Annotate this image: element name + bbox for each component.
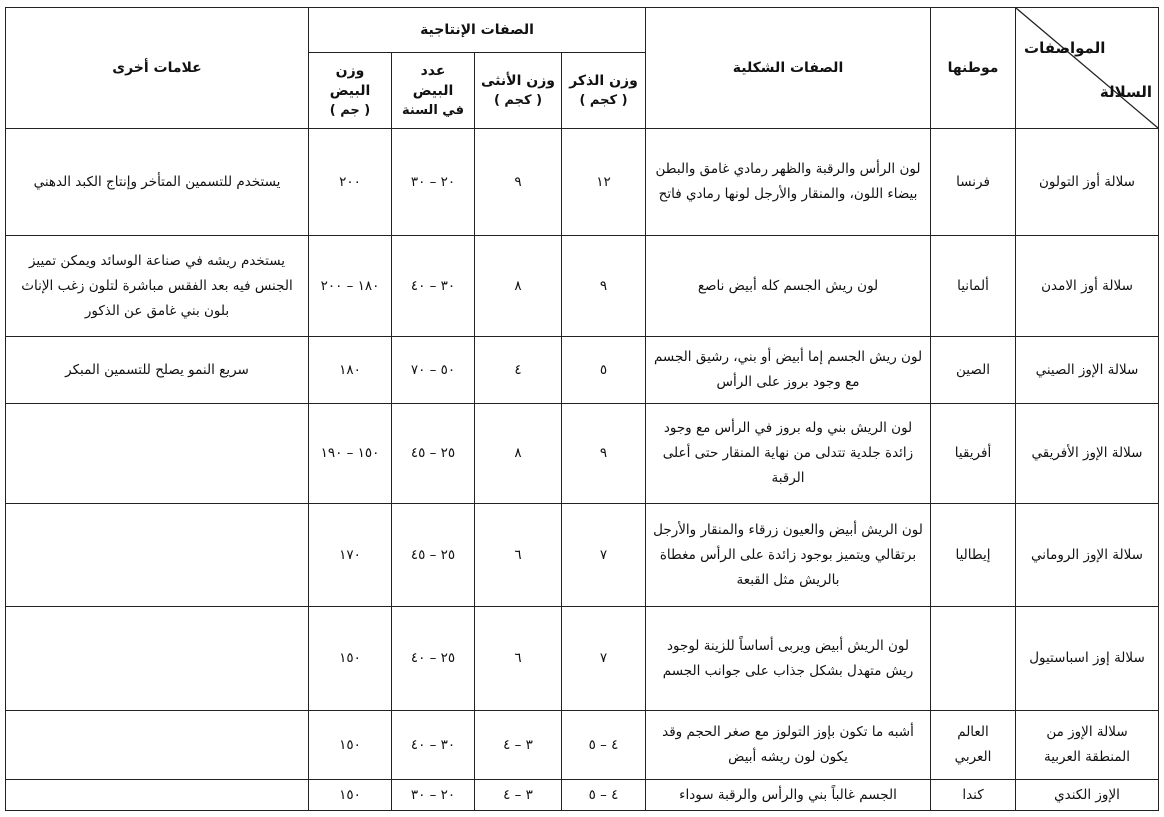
- male-weight-cell: ٧: [562, 607, 646, 711]
- female-weight-cell: ٨: [475, 404, 562, 504]
- breed-cell: سلالة الإوز الأفريقي: [1016, 404, 1159, 504]
- egg-weight-cell: ١٨٠: [309, 337, 392, 404]
- origin-header: موطنها: [931, 8, 1016, 129]
- egg-count-cell: ٢٥ – ٤٥: [392, 404, 475, 504]
- male-weight-unit: ( كجم ): [579, 92, 628, 108]
- female-weight-cell: ٨: [475, 236, 562, 337]
- male-weight-cell: ٥: [562, 337, 646, 404]
- male-weight-cell: ٤ – ٥: [562, 780, 646, 811]
- morphology-cell: لون الريش أبيض ويربى أساساً للزينة لوجود ريش متهدل بشكل جذاب على جوانب الجسم: [646, 607, 931, 711]
- table-row: [6, 711, 1159, 780]
- other-header: علامات أخرى: [6, 8, 309, 129]
- male-weight-cell: ٧: [562, 504, 646, 607]
- egg-weight-cell: ١٥٠: [309, 607, 392, 711]
- origin-cell: ألمانيا: [931, 236, 1016, 337]
- egg-weight-cell: ١٨٠ – ٢٠٠: [309, 236, 392, 337]
- breed-cell: سلالة أوز الامدن: [1016, 236, 1159, 337]
- breed-cell: سلالة أوز التولون: [1016, 129, 1159, 236]
- male-weight-cell: ٤ – ٥: [562, 711, 646, 780]
- male-weight-cell: ٩: [562, 236, 646, 337]
- table-row: [6, 780, 1159, 811]
- other-cell: [6, 780, 309, 811]
- egg-count-cell: ٥٠ – ٧٠: [392, 337, 475, 404]
- other-cell: سريع النمو يصلح للتسمين المبكر: [6, 337, 309, 404]
- morphology-cell: لون الريش أبيض والعيون زرقاء والمنقار والأرجل برتقالي ويتميز بوجود زائدة على الرأس مغطاة بالريش مثل القبعة: [646, 504, 931, 607]
- egg-weight-label: وزن البيض: [329, 62, 371, 99]
- female-weight-cell: ٤: [475, 337, 562, 404]
- egg-weight-cell: ١٥٠: [309, 711, 392, 780]
- diagonal-line: [1016, 8, 1158, 128]
- breed-label: السلالة: [1099, 83, 1152, 101]
- egg-weight-cell: ١٧٠: [309, 504, 392, 607]
- table-row: [6, 607, 1159, 711]
- egg-count-sub: في السنة: [402, 102, 464, 118]
- origin-cell: كندا: [931, 780, 1016, 811]
- diagonal-header-cell: [1016, 8, 1159, 129]
- male-weight-header: [562, 53, 646, 129]
- egg-weight-cell: ٢٠٠: [309, 129, 392, 236]
- other-cell: [6, 504, 309, 607]
- egg-count-cell: ٢٥ – ٤٠: [392, 607, 475, 711]
- other-cell: يستخدم ريشه في صناعة الوسائد ويمكن تمييز الجنس فيه بعد الفقس مباشرة لتلون زغب الإناث بلون بني غامق عن الذكور: [6, 236, 309, 337]
- egg-count-cell: ٣٠ – ٤٠: [392, 236, 475, 337]
- female-weight-cell: ٩: [475, 129, 562, 236]
- breed-cell: سلالة الإوز من المنطقة العربية: [1016, 711, 1159, 780]
- specs-label: المواصفات: [1024, 39, 1106, 57]
- egg-count-label: عدد البيض: [412, 62, 454, 99]
- egg-weight-header: [309, 53, 392, 129]
- breed-cell: سلالة إوز اسباستيول: [1016, 607, 1159, 711]
- table-row: [6, 337, 1159, 404]
- other-cell: [6, 404, 309, 504]
- morphology-cell: لون ريش الجسم كله أبيض ناصع: [646, 236, 931, 337]
- other-cell: [6, 607, 309, 711]
- morphology-cell: لون الرأس والرقبة والظهر رمادي غامق والبطن بيضاء اللون، والمنقار والأرجل لونها رمادي فاتح: [646, 129, 931, 236]
- egg-count-cell: ٢٠ – ٣٠: [392, 129, 475, 236]
- origin-cell: إيطاليا: [931, 504, 1016, 607]
- geese-breeds-table: [5, 7, 1159, 811]
- breed-cell: سلالة الإوز الروماني: [1016, 504, 1159, 607]
- other-cell: [6, 711, 309, 780]
- egg-weight-cell: ١٥٠ – ١٩٠: [309, 404, 392, 504]
- origin-cell: العالم العربي: [931, 711, 1016, 780]
- morphology-cell: الجسم غالباً بني والرأس والرقبة سوداء: [646, 780, 931, 811]
- female-weight-cell: ٦: [475, 504, 562, 607]
- morphology-cell: أشبه ما تكون بإوز التولوز مع صغر الحجم وقد يكون لون ريشه أبيض: [646, 711, 931, 780]
- origin-cell: [931, 607, 1016, 711]
- table-row: [6, 129, 1159, 236]
- table-row: [6, 404, 1159, 504]
- egg-weight-cell: ١٥٠: [309, 780, 392, 811]
- female-weight-cell: ٣ – ٤: [475, 780, 562, 811]
- table-row: [6, 504, 1159, 607]
- egg-weight-unit: ( جم ): [329, 102, 371, 118]
- egg-count-header: [392, 53, 475, 129]
- morphology-header: الصفات الشكلية: [646, 8, 931, 129]
- breed-cell: سلالة الإوز الصيني: [1016, 337, 1159, 404]
- female-weight-cell: ٣ – ٤: [475, 711, 562, 780]
- female-weight-unit: ( كجم ): [493, 92, 543, 108]
- male-weight-cell: ١٢: [562, 129, 646, 236]
- origin-cell: فرنسا: [931, 129, 1016, 236]
- production-header: الصفات الإنتاجية: [309, 8, 646, 53]
- female-weight-label: وزن الأنثى: [481, 72, 555, 89]
- origin-cell: الصين: [931, 337, 1016, 404]
- female-weight-header: [475, 53, 562, 129]
- egg-count-cell: ٢٥ – ٤٥: [392, 504, 475, 607]
- egg-count-cell: ٣٠ – ٤٠: [392, 711, 475, 780]
- origin-cell: أفريقيا: [931, 404, 1016, 504]
- morphology-cell: لون ريش الجسم إما أبيض أو بني، رشيق الجسم مع وجود بروز على الرأس: [646, 337, 931, 404]
- breed-cell: الإوز الكندي: [1016, 780, 1159, 811]
- male-weight-label: وزن الذكر: [569, 72, 638, 89]
- morphology-cell: لون الريش بني وله بروز في الرأس مع وجود زائدة جلدية تتدلى من نهاية المنقار حتى أعلى الرقبة: [646, 404, 931, 504]
- egg-count-cell: ٢٠ – ٣٠: [392, 780, 475, 811]
- other-cell: يستخدم للتسمين المتأخر وإنتاج الكبد الدهني: [6, 129, 309, 236]
- female-weight-cell: ٦: [475, 607, 562, 711]
- male-weight-cell: ٩: [562, 404, 646, 504]
- table-row: [6, 236, 1159, 337]
